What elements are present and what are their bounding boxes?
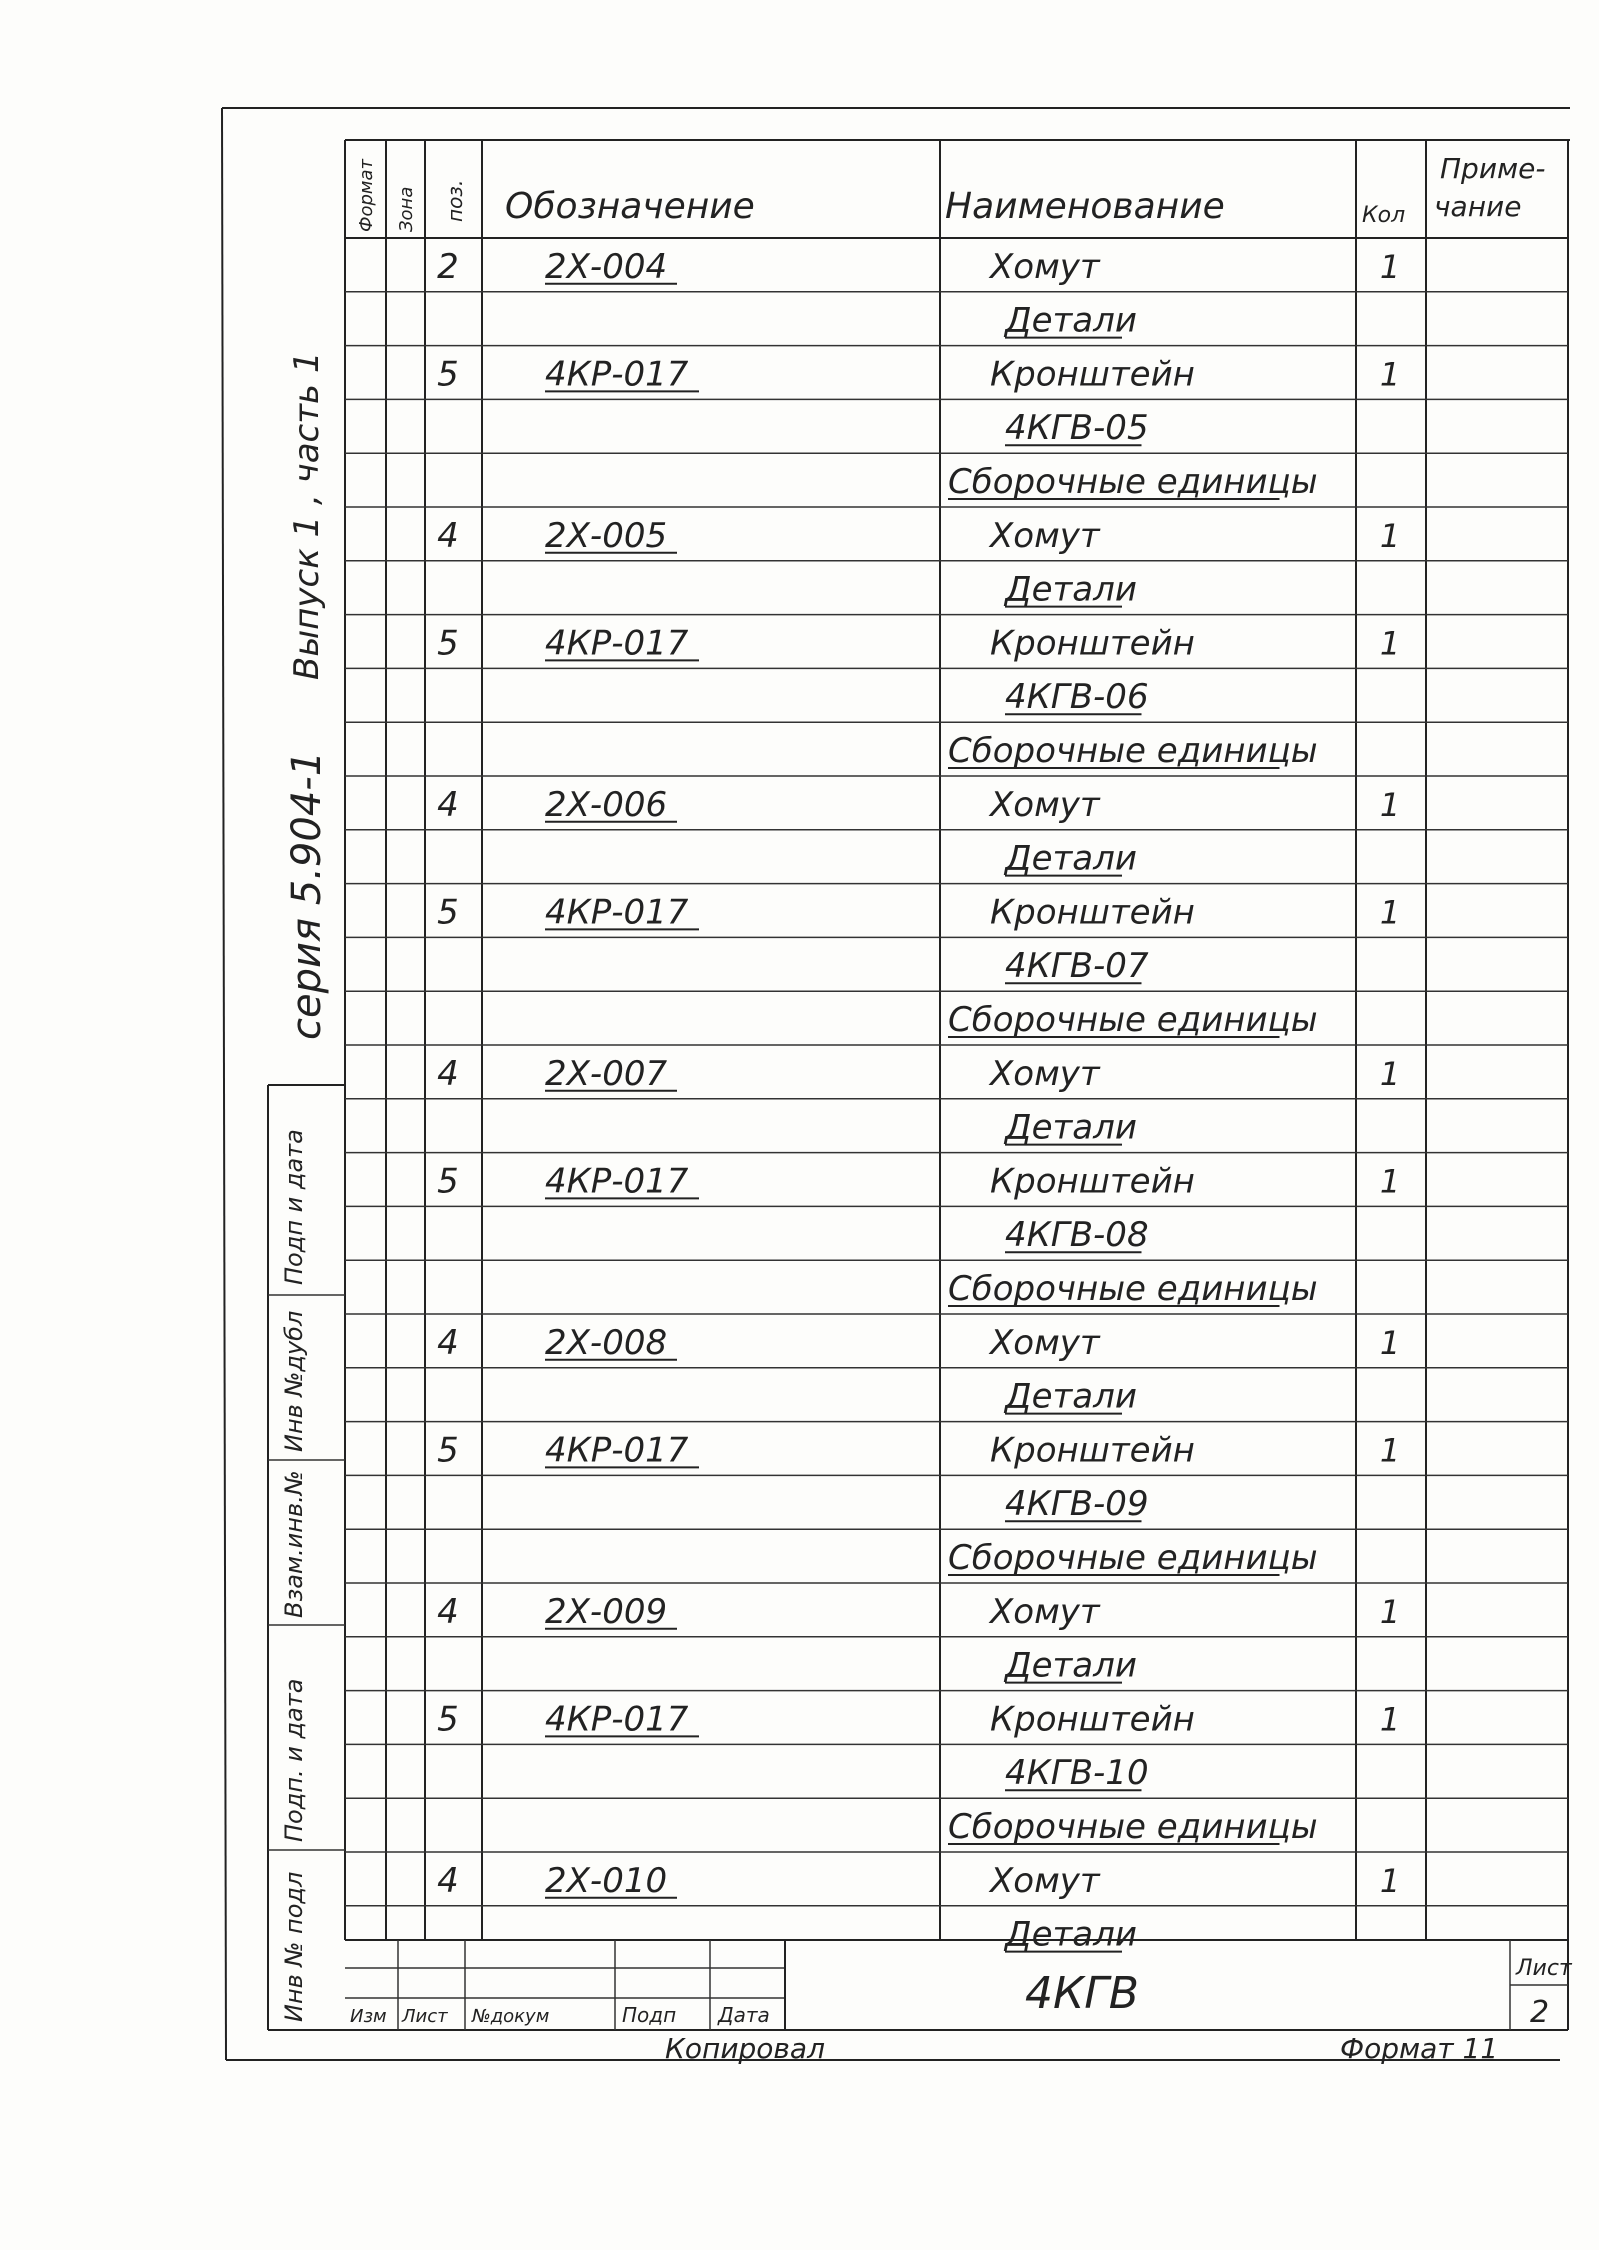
row-qty: 1	[1379, 1700, 1401, 1739]
sheet-number: 2	[1530, 1995, 1550, 2030]
row-name: Кронштейн	[990, 1161, 1195, 1202]
row-pos: 4	[437, 1591, 459, 1632]
row-name: 4КГВ-09	[1005, 1484, 1149, 1525]
row-designation: 2Х-005	[545, 515, 668, 556]
tb-label-sign: Подп	[622, 2003, 677, 2027]
header-format: Формат	[356, 158, 377, 232]
row-name: Сборочные единицы	[948, 1000, 1318, 1040]
header-note: Приме-	[1440, 152, 1546, 185]
side-stamps	[280, 1129, 308, 2022]
row-designation: 4КР-017	[545, 1161, 689, 1202]
row-pos: 4	[437, 1322, 459, 1363]
stamp-dup-inv: Инв №дубл	[280, 1310, 308, 1452]
row-name: Кронштейн	[990, 354, 1195, 395]
row-qty: 1	[1379, 355, 1401, 394]
format-label: Формат 11	[1340, 2032, 1499, 2065]
row-designation: 4КР-017	[545, 1699, 689, 1740]
row-qty: 1	[1379, 1592, 1401, 1631]
row-name: Кронштейн	[990, 1699, 1195, 1740]
row-pos: 5	[437, 1161, 459, 1202]
row-designation: 4КР-017	[545, 354, 689, 395]
row-name: 4КГВ-05	[1005, 408, 1149, 449]
row-designation: 4КР-017	[545, 623, 689, 664]
row-qty: 1	[1379, 893, 1401, 932]
row-name: Хомут	[990, 246, 1100, 287]
header-zone: Зона	[396, 186, 417, 232]
row-name: Детали	[1005, 1376, 1137, 1417]
row-name: Сборочные единицы	[948, 1538, 1318, 1578]
frame-lines	[222, 108, 1570, 2060]
header-designation: Обозначение	[505, 186, 755, 227]
row-designation: 2Х-006	[545, 784, 668, 825]
row-pos: 4	[437, 1053, 459, 1094]
row-name: Детали	[1005, 1645, 1137, 1686]
header-note-continued: чание	[1434, 190, 1522, 223]
row-designation: 2Х-004	[545, 246, 668, 287]
stamp-sign-date: Подп и дата	[280, 1129, 308, 1285]
stamp-replace-inv: Взам.инв.№	[280, 1470, 308, 1618]
row-name: Хомут	[990, 1591, 1100, 1632]
tb-label-doc: №докум	[472, 2006, 550, 2027]
row-name: 4КГВ-07	[1005, 946, 1149, 987]
row-name: 4КГВ-06	[1005, 677, 1149, 718]
row-name: Детали	[1005, 1107, 1137, 1148]
stamp-sign-date-2: Подп. и дата	[280, 1678, 308, 1842]
row-name: Хомут	[990, 1860, 1100, 1901]
row-pos: 2	[437, 246, 459, 287]
row-qty: 1	[1379, 247, 1401, 286]
stamp-orig-inv: Инв № подл	[280, 1871, 308, 2022]
copied-by-label: Копировал	[665, 2032, 825, 2065]
row-name: Сборочные единицы	[948, 1807, 1318, 1847]
row-pos: 5	[437, 623, 459, 664]
row-qty: 1	[1379, 785, 1401, 824]
row-pos: 5	[437, 354, 459, 395]
row-pos: 4	[437, 515, 459, 556]
row-qty: 1	[1379, 1431, 1401, 1470]
row-qty: 1	[1379, 1323, 1401, 1362]
issue-stamp: Выпуск 1 , часть 1	[287, 351, 327, 680]
row-qty: 1	[1379, 516, 1401, 555]
header-pos: поз.	[443, 179, 467, 222]
row-name: Детали	[1005, 1914, 1137, 1955]
sheet-label: Лист	[1516, 1956, 1572, 1981]
row-qty: 1	[1379, 1054, 1401, 1093]
row-name: 4КГВ-08	[1005, 1215, 1149, 1256]
tb-label-change: Изм	[350, 2006, 387, 2027]
row-qty: 1	[1379, 1861, 1401, 1900]
row-name: Детали	[1005, 838, 1137, 879]
table-header	[356, 152, 1545, 232]
row-name: 4КГВ-10	[1005, 1753, 1149, 1794]
row-pos: 5	[437, 1699, 459, 1740]
row-name: Хомут	[990, 515, 1100, 556]
title-block	[350, 1956, 1573, 2030]
tb-label-date: Дата	[718, 2003, 770, 2027]
row-name: Сборочные единицы	[948, 731, 1318, 771]
document-code: 4КГВ	[1025, 1968, 1139, 2019]
row-designation: 4КР-017	[545, 1430, 689, 1471]
row-designation: 4КР-017	[545, 892, 689, 933]
table-rows	[437, 247, 1400, 1955]
row-designation: 2Х-008	[545, 1322, 668, 1363]
row-designation: 2Х-010	[545, 1860, 668, 1901]
row-pos: 5	[437, 1430, 459, 1471]
row-name: Сборочные единицы	[948, 1269, 1318, 1309]
header-qty: Кол	[1362, 203, 1406, 228]
tb-label-sheet: Лист	[402, 2006, 448, 2027]
row-designation: 2Х-007	[545, 1053, 668, 1094]
row-pos: 5	[437, 892, 459, 933]
row-designation: 2Х-009	[545, 1591, 668, 1632]
row-name: Хомут	[990, 784, 1100, 825]
row-pos: 4	[437, 784, 459, 825]
row-pos: 4	[437, 1860, 459, 1901]
row-qty: 1	[1379, 1162, 1401, 1201]
row-name: Кронштейн	[990, 892, 1195, 933]
row-qty: 1	[1379, 624, 1401, 663]
row-name: Хомут	[990, 1053, 1100, 1094]
series-stamp: серия 5.904-1	[284, 750, 330, 1040]
row-name: Кронштейн	[990, 1430, 1195, 1471]
row-name: Хомут	[990, 1322, 1100, 1363]
row-name: Детали	[1005, 300, 1137, 341]
row-name: Кронштейн	[990, 623, 1195, 664]
row-name: Детали	[1005, 569, 1137, 610]
row-name: Сборочные единицы	[948, 462, 1318, 502]
header-name: Наименование	[945, 186, 1225, 227]
